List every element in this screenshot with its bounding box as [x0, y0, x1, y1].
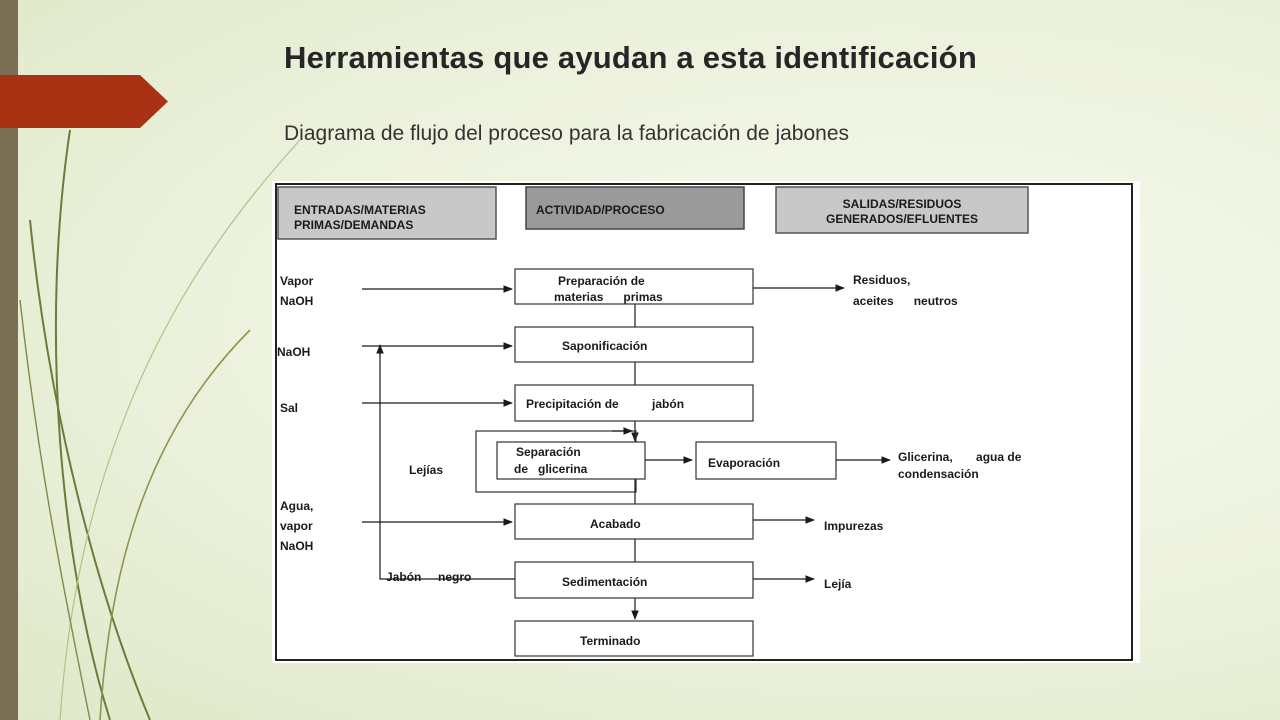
input-sal: Sal — [280, 401, 299, 415]
output-residuos-line2: aceites neutros — [853, 294, 958, 308]
input-agua: Agua, — [280, 499, 314, 513]
process-separacion-line2: de glicerina — [514, 462, 588, 476]
accent-arrow-tab — [0, 75, 168, 128]
header-inputs-line1: ENTRADAS/MATERIAS — [294, 203, 426, 217]
process-evaporacion — [696, 442, 836, 479]
header-outputs-line1: SALIDAS/RESIDUOS — [842, 197, 962, 211]
header-activity-label: ACTIVIDAD/PROCESO — [536, 203, 665, 217]
header-outputs — [776, 187, 1028, 233]
process-preparacion-line2: materias primas — [554, 290, 663, 304]
output-glicerina-line2: condensación — [898, 467, 979, 481]
input-vapor-2: vapor — [280, 519, 313, 533]
process-sedimentacion-label: Sedimentación — [562, 575, 648, 589]
process-precipitacion — [515, 385, 753, 421]
process-saponificacion-label: Saponificación — [562, 339, 648, 353]
process-saponificacion — [515, 327, 753, 362]
process-separacion-line1: Separación — [516, 445, 581, 459]
input-naoh-1: NaOH — [280, 294, 314, 308]
input-vapor: Vapor — [280, 274, 314, 288]
header-outputs-line2: GENERADOS/EFLUENTES — [825, 212, 979, 226]
output-residuos-line1: Residuos, — [853, 273, 911, 287]
process-preparacion — [515, 269, 753, 304]
process-terminado-label: Terminado — [580, 634, 641, 648]
output-impurezas: Impurezas — [824, 519, 884, 533]
header-activity — [526, 187, 744, 229]
input-naoh-3: NaOH — [280, 539, 314, 553]
header-inputs-line2: PRIMAS/DEMANDAS — [294, 218, 414, 232]
flow-diagram — [272, 181, 1140, 663]
process-precipitacion-label: Precipitación de jabón — [526, 397, 685, 411]
input-lejias: Lejías — [409, 463, 444, 477]
process-acabado-label: Acabado — [590, 517, 641, 531]
process-sedimentacion — [515, 562, 753, 598]
output-lejia: Lejía — [824, 577, 852, 591]
process-evaporacion-label: Evaporación — [708, 456, 781, 470]
process-preparacion-line1: Preparación de — [558, 274, 645, 288]
input-jabon-negro: Jabón negro — [386, 570, 472, 584]
process-terminado — [515, 621, 753, 656]
header-inputs — [278, 187, 496, 239]
input-naoh-2: NaOH — [277, 345, 311, 359]
output-glicerina-line1: Glicerina, agua de — [898, 450, 1022, 464]
page-subtitle: Diagrama de flujo del proceso para la fabricación de jabones — [284, 122, 850, 145]
process-separacion — [497, 442, 645, 479]
process-acabado — [515, 504, 753, 539]
page-title: Herramientas que ayudan a esta identificación — [284, 40, 977, 75]
